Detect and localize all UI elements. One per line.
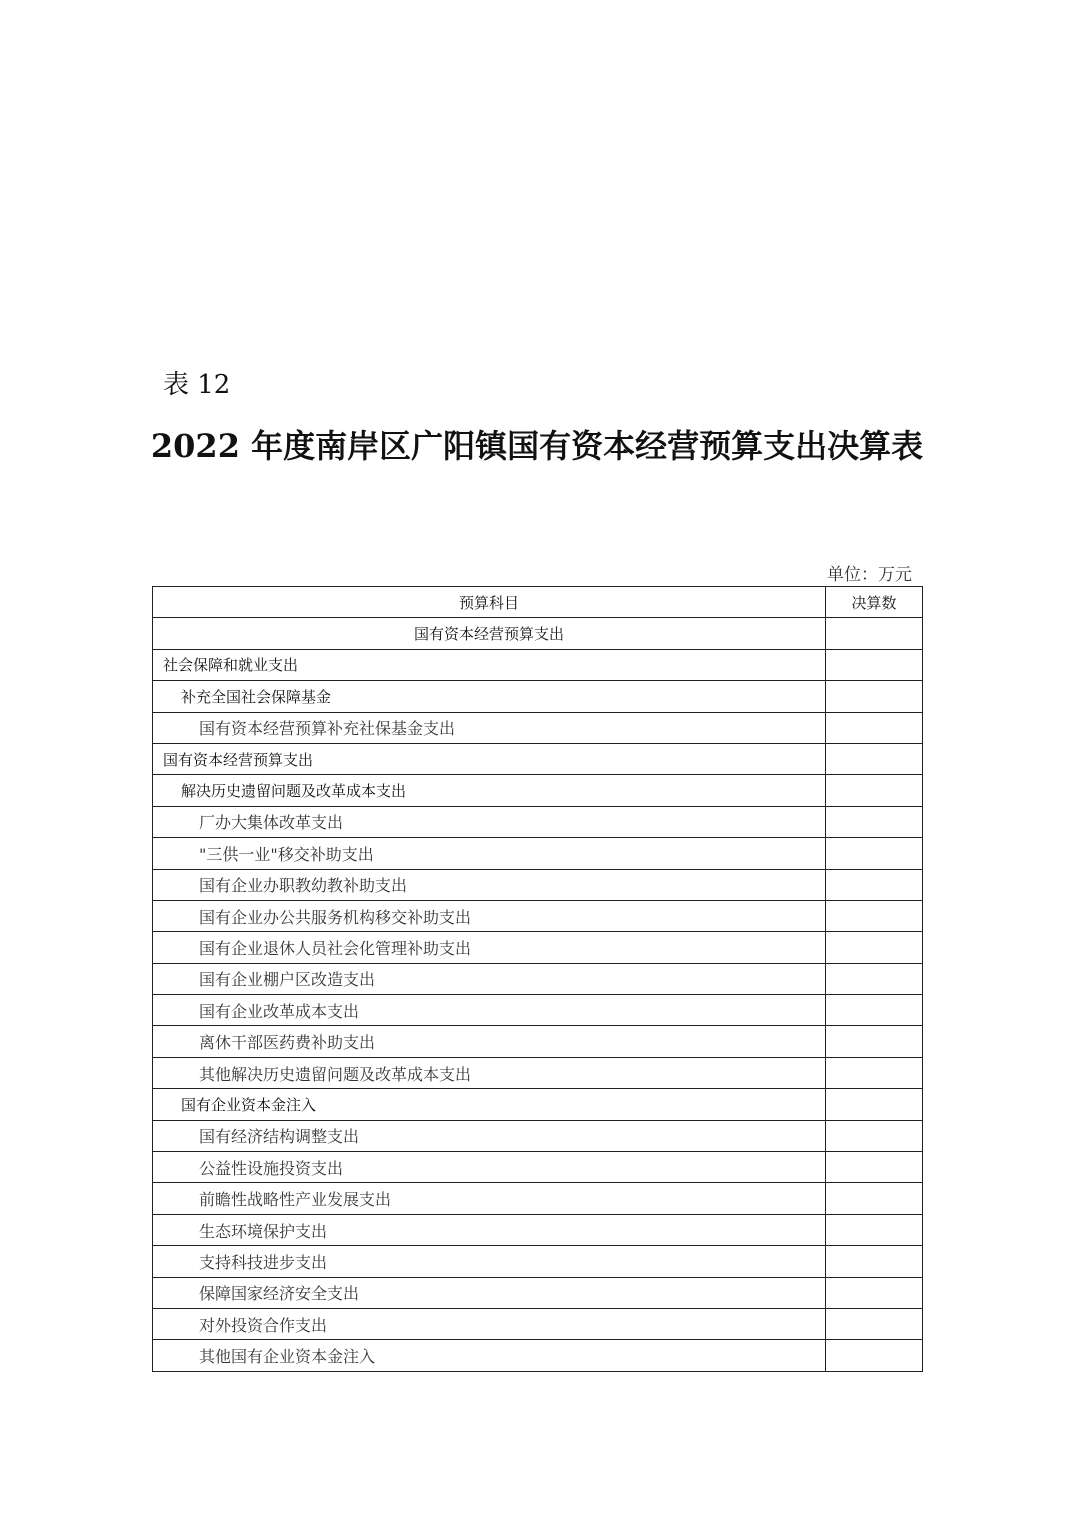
header-subject: 预算科目	[153, 587, 826, 618]
row-subject: 国有资本经营预算补充社保基金支出	[153, 712, 826, 743]
row-subject: 国有企业资本金注入	[153, 1089, 826, 1120]
row-amount	[826, 743, 923, 774]
table-row	[153, 618, 923, 649]
row-amount	[826, 1152, 923, 1183]
header-amount: 决算数	[826, 587, 923, 618]
row-subject: 国有企业办职教幼教补助支出	[153, 869, 826, 900]
row-subject: 生态环境保护支出	[153, 1214, 826, 1245]
table-row	[153, 712, 923, 743]
table-number: 表 12	[163, 370, 231, 400]
table-row	[153, 1246, 923, 1277]
unit-label: 单位：万元	[827, 565, 912, 585]
table-row	[153, 1308, 923, 1339]
table-row	[153, 1340, 923, 1371]
row-subject: 保障国家经济安全支出	[153, 1277, 826, 1308]
row-amount	[826, 1246, 923, 1277]
row-subject: 国有企业改革成本支出	[153, 995, 826, 1026]
row-amount	[826, 1340, 923, 1371]
table-row	[153, 1214, 923, 1245]
row-amount	[826, 932, 923, 963]
row-subject: 支持科技进步支出	[153, 1246, 826, 1277]
table-row	[153, 806, 923, 837]
row-amount	[826, 712, 923, 743]
table-row	[153, 1089, 923, 1120]
row-subject: 前瞻性战略性产业发展支出	[153, 1183, 826, 1214]
table-row	[153, 1026, 923, 1057]
table-row	[153, 681, 923, 712]
row-amount	[826, 1277, 923, 1308]
table-row	[153, 1120, 923, 1151]
row-amount	[826, 618, 923, 649]
document-title: 2022 年度南岸区广阳镇国有资本经营预算支出决算表	[150, 427, 924, 465]
row-subject: 国有资本经营预算支出	[153, 743, 826, 774]
row-subject: 对外投资合作支出	[153, 1308, 826, 1339]
row-subject: "三供一业"移交补助支出	[153, 838, 826, 869]
row-amount	[826, 869, 923, 900]
row-amount	[826, 806, 923, 837]
row-amount	[826, 838, 923, 869]
row-subject: 国有企业办公共服务机构移交补助支出	[153, 900, 826, 931]
row-amount	[826, 900, 923, 931]
row-amount	[826, 1026, 923, 1057]
row-subject: 公益性设施投资支出	[153, 1152, 826, 1183]
row-subject: 国有资本经营预算支出	[153, 618, 826, 649]
table-row	[153, 649, 923, 680]
table-row	[153, 932, 923, 963]
row-subject: 国有企业棚户区改造支出	[153, 963, 826, 994]
row-amount	[826, 1089, 923, 1120]
row-amount	[826, 963, 923, 994]
row-amount	[826, 649, 923, 680]
row-amount	[826, 1183, 923, 1214]
row-amount	[826, 1214, 923, 1245]
row-subject: 国有企业退休人员社会化管理补助支出	[153, 932, 826, 963]
row-subject: 社会保障和就业支出	[153, 649, 826, 680]
row-subject: 补充全国社会保障基金	[153, 681, 826, 712]
budget-table	[152, 586, 923, 1372]
table-row	[153, 1183, 923, 1214]
table-row	[153, 900, 923, 931]
row-subject: 其他国有企业资本金注入	[153, 1340, 826, 1371]
row-subject: 离休干部医药费补助支出	[153, 1026, 826, 1057]
table-row	[153, 743, 923, 774]
table-row	[153, 963, 923, 994]
row-amount	[826, 1308, 923, 1339]
row-amount	[826, 681, 923, 712]
table-row	[153, 869, 923, 900]
row-amount	[826, 1120, 923, 1151]
row-subject: 其他解决历史遗留问题及改革成本支出	[153, 1057, 826, 1088]
row-amount	[826, 1057, 923, 1088]
table-row	[153, 1057, 923, 1088]
table-row	[153, 838, 923, 869]
row-amount	[826, 775, 923, 806]
table-row	[153, 775, 923, 806]
row-subject: 国有经济结构调整支出	[153, 1120, 826, 1151]
table-header-row	[153, 587, 923, 618]
row-subject: 解决历史遗留问题及改革成本支出	[153, 775, 826, 806]
row-subject: 厂办大集体改革支出	[153, 806, 826, 837]
table-row	[153, 1277, 923, 1308]
table-row	[153, 995, 923, 1026]
table-row	[153, 1152, 923, 1183]
row-amount	[826, 995, 923, 1026]
